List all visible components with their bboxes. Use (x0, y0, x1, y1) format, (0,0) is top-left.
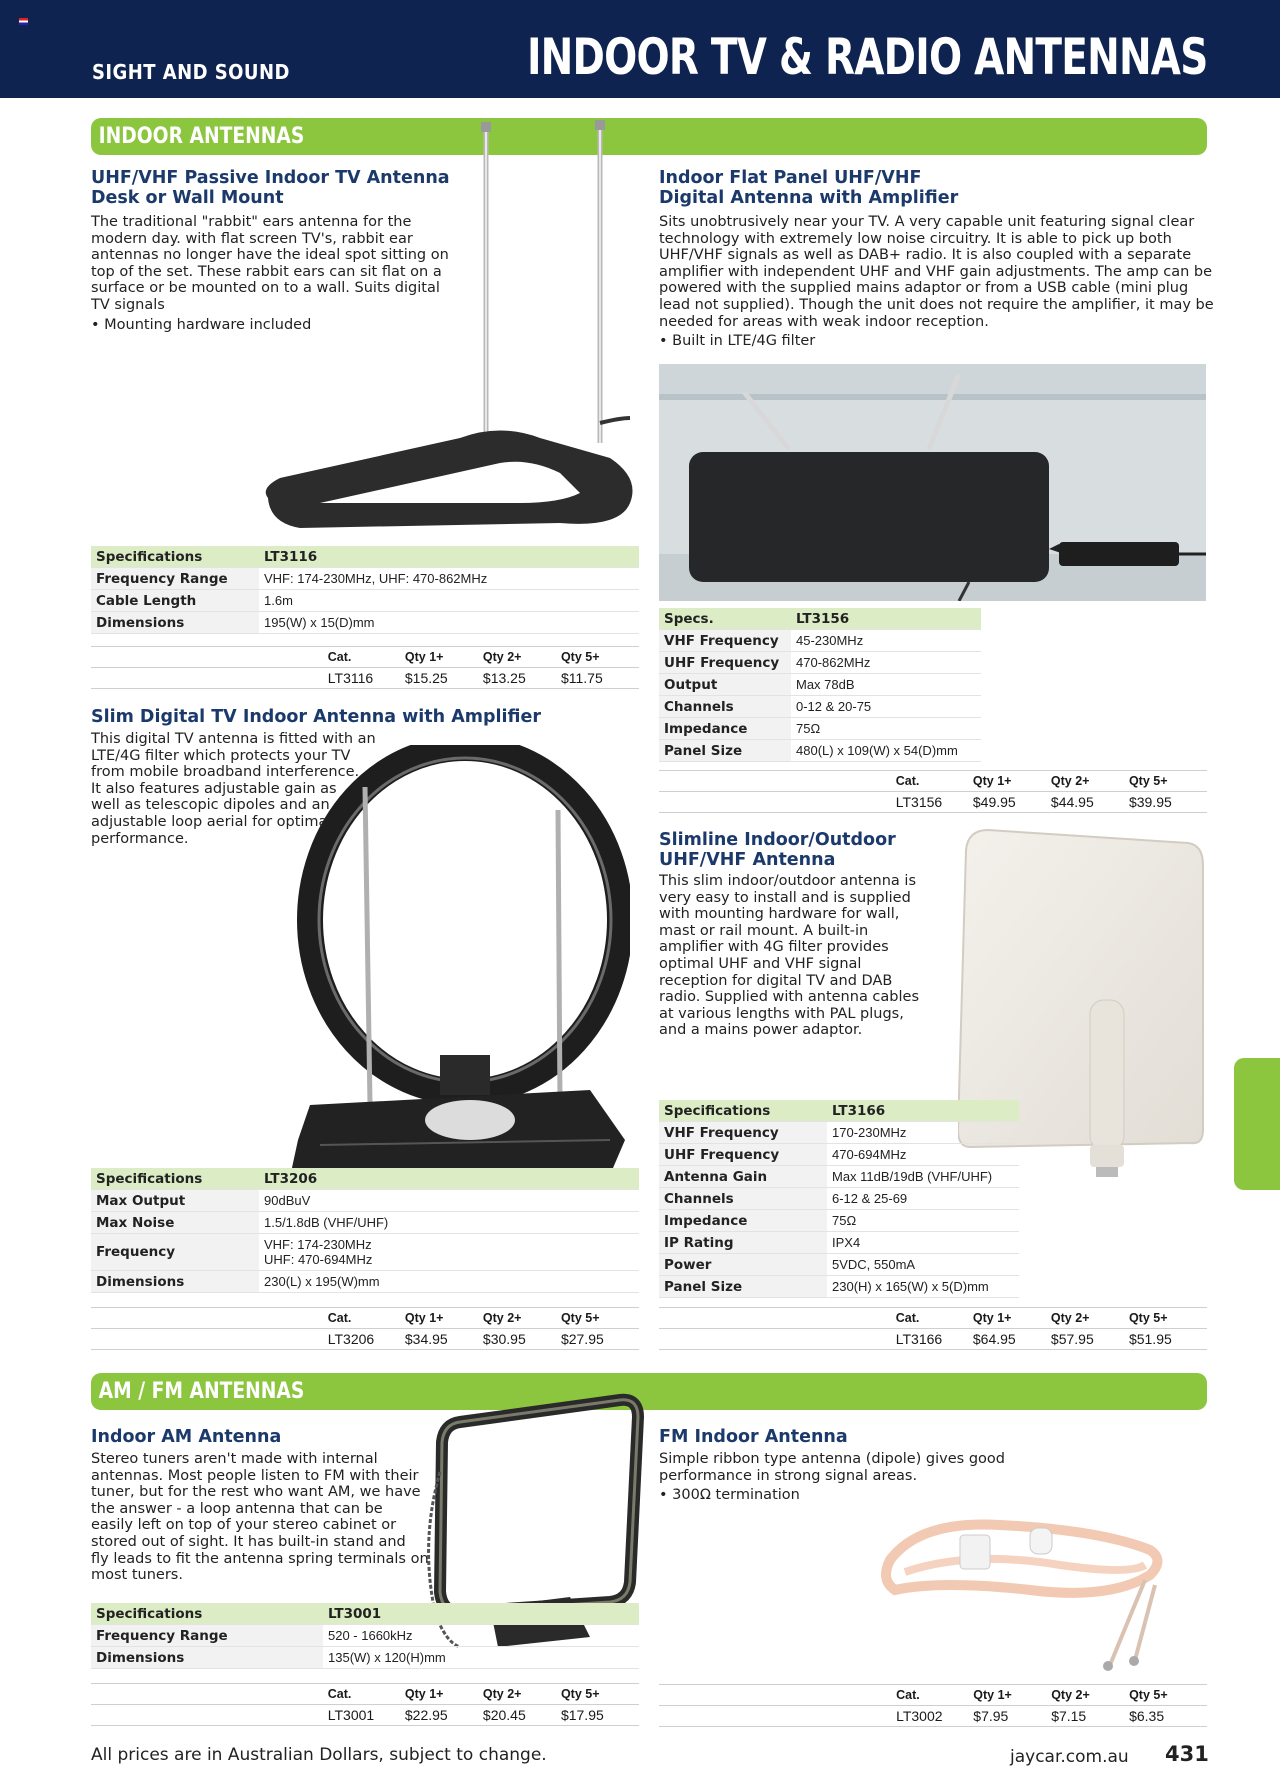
rabbit-ears-antenna-image (260, 118, 640, 528)
product-desc-lt3001: Stereo tuners aren't made with internal antennas. Most people listen to FM with their tuner, but for the rest who want AM, we have the answer - a loop antenna that can be easily left on top of your stereo cabinet or stored out of sight. It has built-in stand and fly leads to fit the antenna spring terminals on most tuners. (91, 1451, 429, 1584)
product-title-lt3206: Slim Digital TV Indoor Antenna with Amplifier (91, 707, 541, 727)
spec-table-lt3001: Specifications LT3001 Frequency Range 520 - 1660kHz Dimensions 135(W) x 120(H)mm (91, 1603, 639, 1669)
product-desc-lt3002: Simple ribbon type antenna (dipole) gives good performance in strong signal areas. • 300Ω termination (659, 1451, 1005, 1504)
product-desc-lt3166: This slim indoor/outdoor antenna is very easy to install and is supplied with mounting hardware for wall, mast or rail mount. A built-in amplifier with 4G filter provides optimal UHF and VHF signal reception for digital TV and DAB radio. Supplied with antenna cables at various lengths with PAL plugs, and a mains power adaptor. (659, 873, 920, 1039)
page-title: INDOOR TV & RADIO ANTENNAS (527, 28, 1208, 86)
amfm-antennas-bar: AM / FM ANTENNAS (91, 1373, 1207, 1410)
product-desc-lt3116: The traditional "rabbit" ears antenna for the modern day. with flat screen TV's, rabbit ear antennas no longer have the ideal spot sitting on top of the set. These rabbit ears can sit flat on a surface or be mounted on to a wall. Suits digital TV signals • Mounting hardware included (91, 214, 449, 333)
product-title-lt3116: UHF/VHF Passive Indoor TV Antenna Desk or Wall Mount (91, 168, 450, 208)
spec-table-lt3116: Specifications LT3116 Frequency Range VHF: 174-230MHz, UHF: 470-862MHz Cable Length 1.6m Dimensions 195(W) x 15(D)mm (91, 546, 639, 634)
fm-ribbon-antenna-image (880, 1480, 1170, 1675)
product-title-lt3156: Indoor Flat Panel UHF/VHF Digital Antenna with Amplifier (659, 168, 959, 208)
side-tab (1234, 1058, 1280, 1190)
indoor-antennas-bar: INDOOR ANTENNAS (91, 118, 1207, 155)
loop-antenna-image (290, 745, 630, 1180)
spec-table-lt3156: Specs. LT3156 VHF Frequency 45-230MHz UHF Frequency 470-862MHz Output Max 78dB Channels 0-12 & 20-75 Impedance 75Ω Panel Size 480(L) x 109(W) x 54(D)mm (659, 608, 981, 762)
page-number: 431 (1165, 1742, 1209, 1766)
price-table-lt3002: Cat. Qty 1+ Qty 2+ Qty 5+ LT3002 $7.95 $7.15 $6.35 (659, 1684, 1207, 1727)
spec-table-lt3166: Specifications LT3166 VHF Frequency 170-230MHz UHF Frequency 470-694MHz Antenna Gain Max 11dB/19dB (VHF/UHF) Channels 6-12 & 25-69 Impedance 75Ω IP Rating IPX4 Power 5VDC, 550mA Panel Size 230(H) x 165(W) x 5(D)mm (659, 1100, 1019, 1298)
price-table-lt3166: Cat. Qty 1+ Qty 2+ Qty 5+ LT3166 $64.95 $57.95 $51.95 (659, 1307, 1207, 1350)
price-table-lt3206: Cat. Qty 1+ Qty 2+ Qty 5+ LT3206 $34.95 $30.95 $27.95 (91, 1307, 639, 1350)
spec-table-lt3206: Specifications LT3206 Max Output 90dBuV Max Noise 1.5/1.8dB (VHF/UHF) Frequency VHF: 174-230MHz UHF: 470-694MHz Dimensions 230(L) x 195(W)mm (91, 1168, 639, 1293)
product-title-lt3002: FM Indoor Antenna (659, 1427, 848, 1447)
product-desc-lt3206: This digital TV antenna is fitted with an LTE/4G filter which protects your TV from mobile broadband interference. It also features adjustable gain as well as telescopic dipoles and an adjustable loop aerial for optimal performance. (91, 731, 376, 847)
flag-icon (19, 18, 28, 25)
product-title-lt3166: Slimline Indoor/Outdoor UHF/VHF Antenna (659, 830, 896, 870)
page-header (0, 0, 1280, 98)
product-desc-lt3156: Sits unobtrusively near your TV. A very capable unit featuring signal clear technology with extremely low noise circuitry. It is able to pick up both UHF/VHF signals as well as DAB+ radio. It is also coupled with a separate amplifier with independent UHF and VHF gain adjustments. The amp can be powered with the supplied mains adaptor or from a USB cable (mini plug lead not supplied). Though the unit does not require the amplifier, it may be needed for areas with weak indoor reception. • Built in LTE/4G filter (659, 214, 1214, 350)
section-label: SIGHT AND SOUND (92, 60, 290, 84)
site-url[interactable]: jaycar.com.au (1010, 1747, 1129, 1767)
flat-panel-antenna-image (659, 364, 1206, 601)
price-table-lt3116: Cat. Qty 1+ Qty 2+ Qty 5+ LT3116 $15.25 $13.25 $11.75 (91, 646, 639, 689)
product-title-lt3001: Indoor AM Antenna (91, 1427, 282, 1447)
price-table-lt3156: Cat. Qty 1+ Qty 2+ Qty 5+ LT3156 $49.95 $44.95 $39.95 (659, 770, 1207, 813)
price-table-lt3001: Cat. Qty 1+ Qty 2+ Qty 5+ LT3001 $22.95 $20.45 $17.95 (91, 1683, 639, 1726)
price-disclaimer: All prices are in Australian Dollars, subject to change. (91, 1745, 547, 1765)
